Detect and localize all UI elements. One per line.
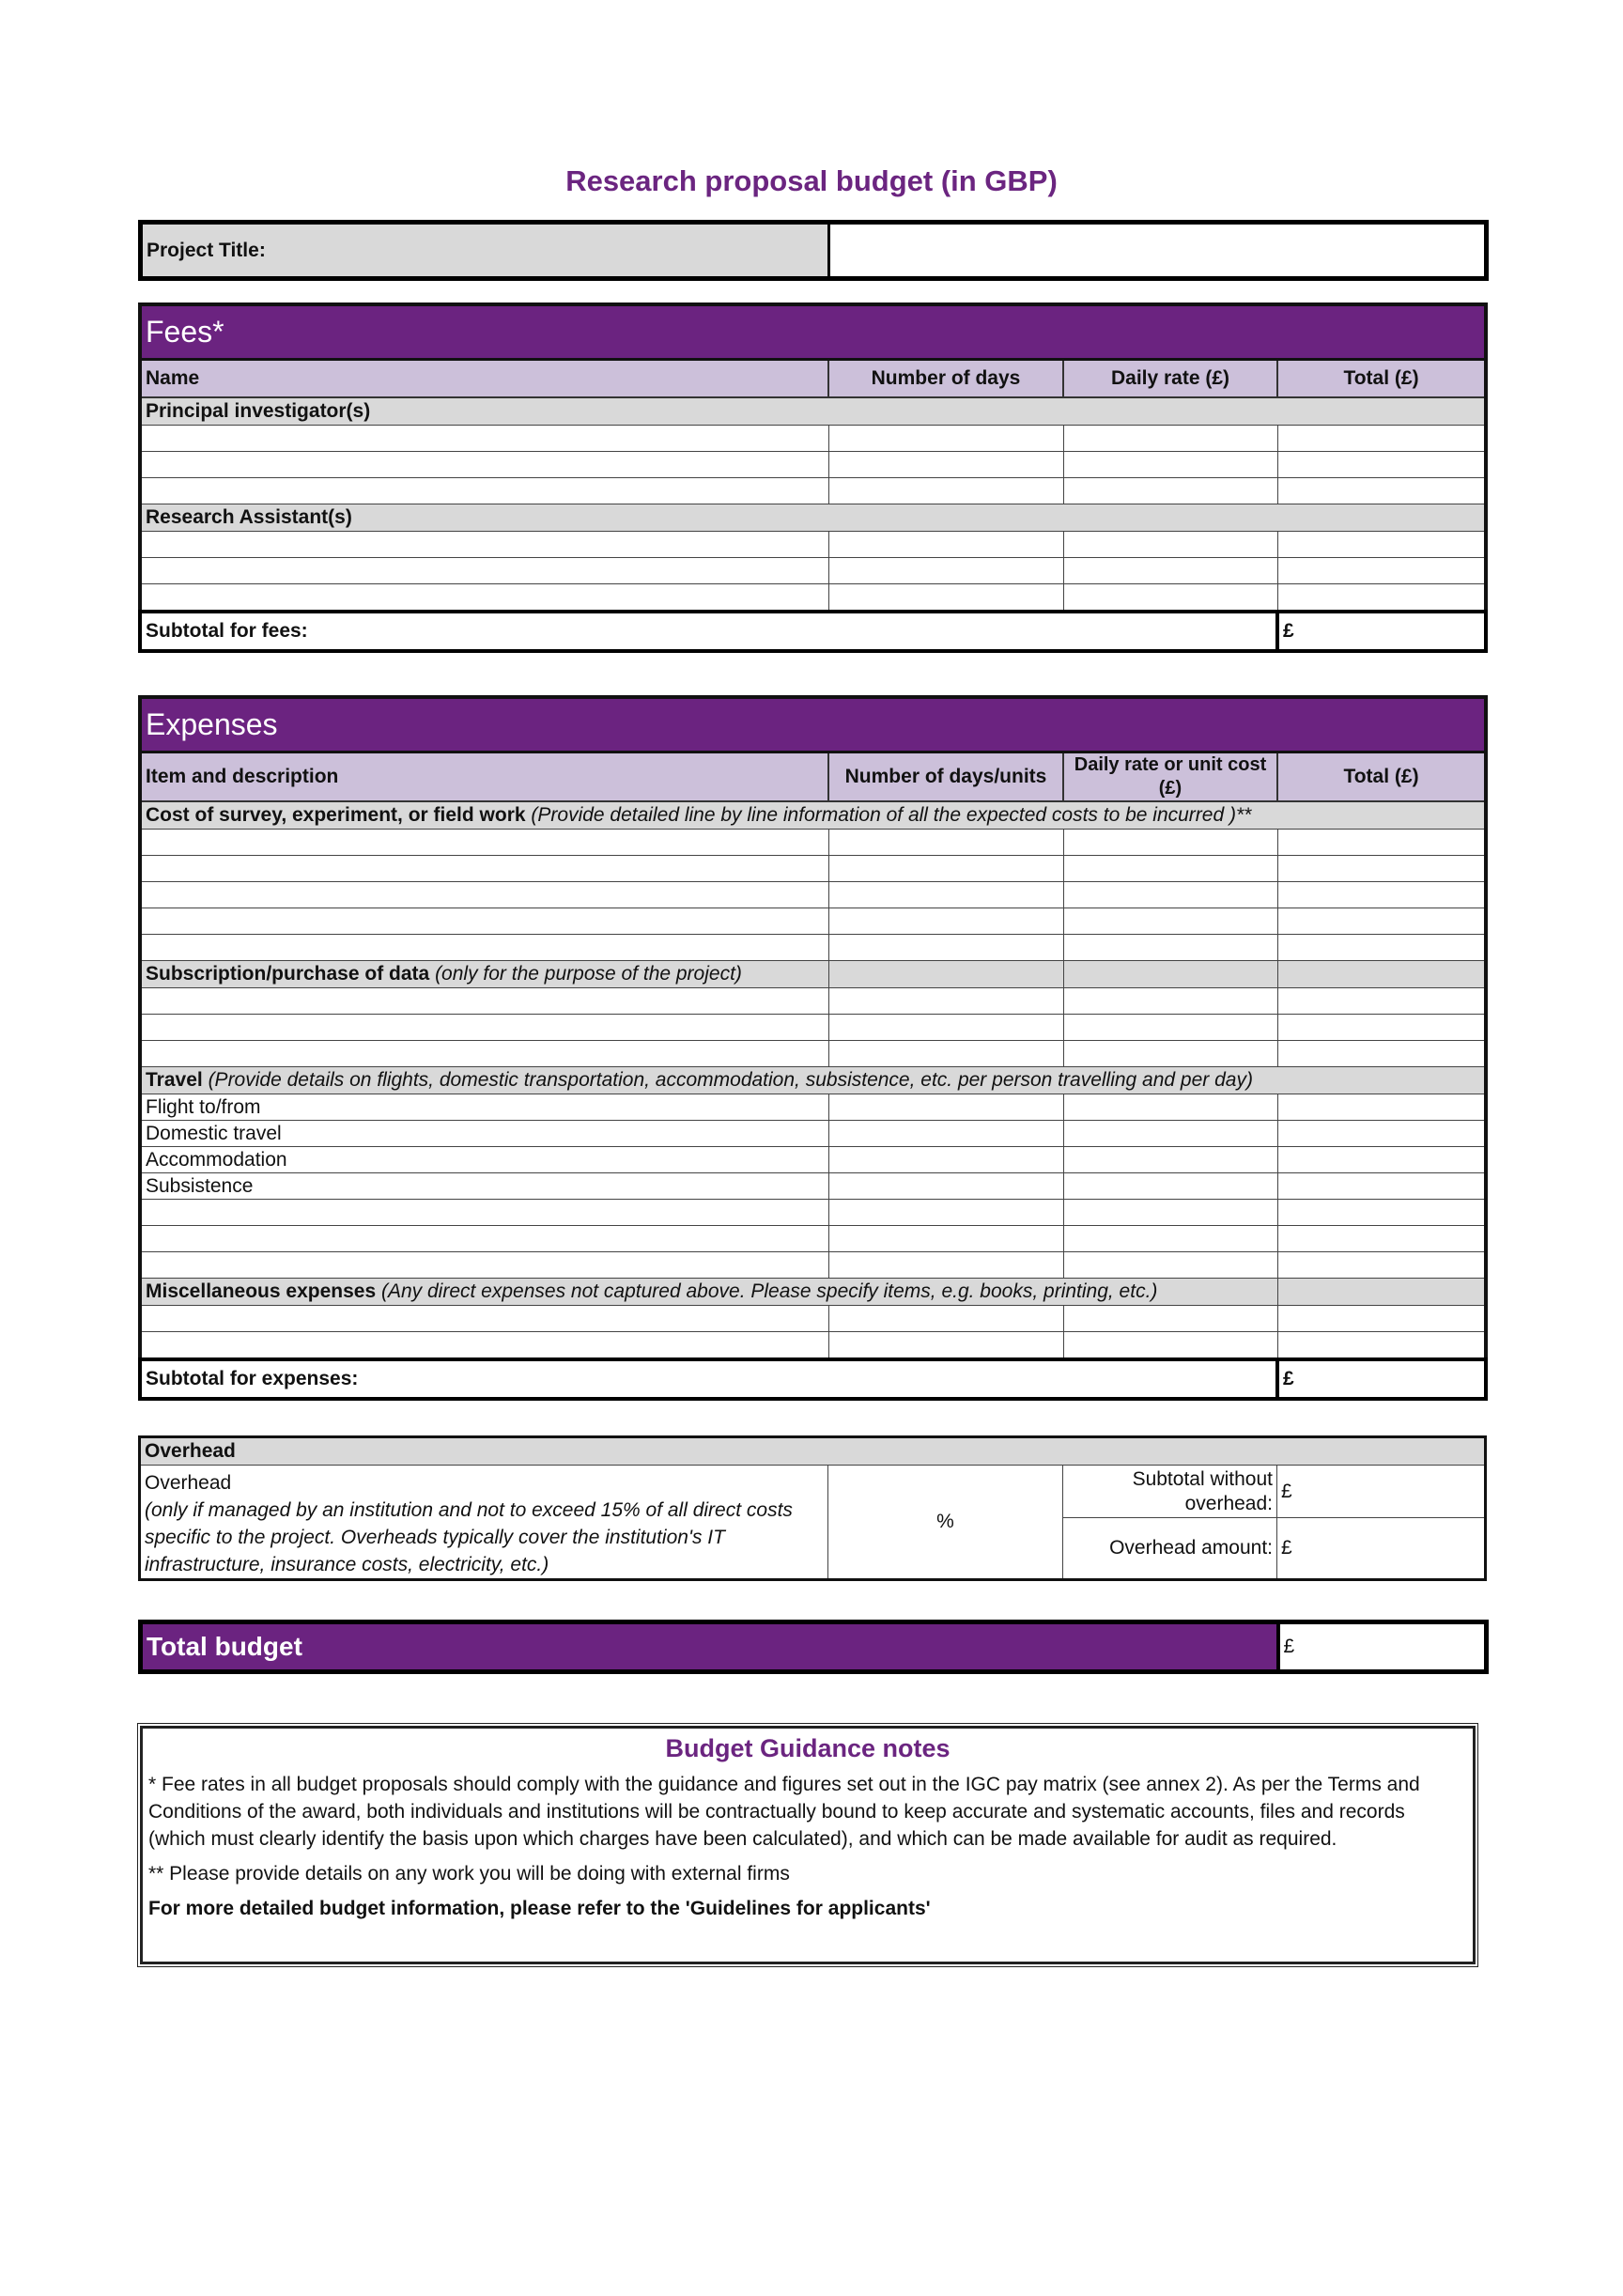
category-note: (only for the purpose of the project)	[435, 963, 742, 985]
total-cell[interactable]	[1277, 830, 1486, 856]
ra-days-cell[interactable]	[828, 532, 1063, 558]
rate-cell[interactable]	[1063, 1015, 1277, 1041]
units-cell[interactable]	[828, 1121, 1063, 1147]
table-row	[140, 558, 1486, 584]
project-title-label: Project Title:	[141, 223, 829, 279]
travel-item-domestic[interactable]: Domestic travel	[140, 1121, 828, 1147]
subtotal-without-overhead-label: Subtotal without overhead:	[1063, 1466, 1277, 1518]
ra-name-cell[interactable]	[140, 584, 828, 613]
table-row	[140, 856, 1486, 882]
table-row	[140, 935, 1486, 961]
overhead-heading: Overhead	[140, 1437, 1486, 1466]
pi-name-cell[interactable]	[140, 426, 828, 452]
table-row	[140, 1094, 1486, 1121]
units-cell[interactable]	[828, 1094, 1063, 1121]
rate-cell[interactable]	[1063, 830, 1277, 856]
units-cell[interactable]	[828, 1252, 1063, 1279]
pi-rate-cell[interactable]	[1063, 452, 1277, 478]
table-row	[140, 426, 1486, 452]
table-row	[140, 1173, 1486, 1200]
guidance-notes-box	[137, 1723, 1478, 1967]
col-daily-rate: Daily rate (£)	[1063, 360, 1277, 398]
total-cell[interactable]	[1277, 935, 1486, 961]
table-row	[140, 478, 1486, 504]
category-data-purchase	[140, 961, 828, 988]
fees-subtotal-value[interactable]: £	[1277, 612, 1486, 651]
units-cell[interactable]	[828, 1173, 1063, 1200]
overhead-description	[140, 1466, 828, 1580]
item-cell[interactable]	[140, 1200, 828, 1226]
pi-name-cell[interactable]	[140, 452, 828, 478]
rate-cell[interactable]	[1063, 988, 1277, 1015]
col-item-description: Item and description	[140, 752, 828, 802]
pi-rate-cell[interactable]	[1063, 426, 1277, 452]
units-cell[interactable]	[828, 1332, 1063, 1360]
rate-cell[interactable]	[1063, 1306, 1277, 1332]
table-row	[140, 452, 1486, 478]
pi-total-cell[interactable]	[1277, 478, 1486, 504]
total-cell[interactable]	[1277, 1173, 1486, 1200]
table-row	[140, 1252, 1486, 1279]
units-cell[interactable]	[828, 882, 1063, 908]
total-cell[interactable]	[1277, 1015, 1486, 1041]
subtotal-without-overhead-value[interactable]: £	[1277, 1466, 1486, 1518]
rate-cell[interactable]	[1063, 856, 1277, 882]
ra-total-cell[interactable]	[1277, 558, 1486, 584]
item-cell[interactable]	[140, 935, 828, 961]
pi-days-cell[interactable]	[828, 426, 1063, 452]
category-label: Subscription/purchase of data	[146, 963, 430, 985]
table-row	[140, 1226, 1486, 1252]
table-row	[140, 1147, 1486, 1173]
table-row	[140, 1306, 1486, 1332]
rate-cell[interactable]	[1063, 1041, 1277, 1067]
col-days-units: Number of days/units	[828, 752, 1063, 802]
category-miscellaneous	[140, 1279, 1277, 1306]
total-cell[interactable]	[1277, 1306, 1486, 1332]
item-cell[interactable]	[140, 1226, 828, 1252]
total-cell[interactable]	[1277, 988, 1486, 1015]
col-name: Name	[140, 360, 828, 398]
total-budget-value[interactable]: £	[1278, 1622, 1487, 1672]
guidance-title: Budget Guidance notes	[665, 1734, 951, 1762]
ra-rate-cell[interactable]	[1063, 558, 1277, 584]
rate-cell[interactable]	[1063, 908, 1277, 935]
item-cell[interactable]	[140, 1252, 828, 1279]
pi-days-cell[interactable]	[828, 478, 1063, 504]
guidance-note-fee-rates: * Fee rates in all budget proposals should comply with the guidance and figures set out in the IGC pay matrix (see annex 2). As per the Terms and Conditions of the award, both individuals and institutions will be contractually bound to keep accurate and systematic accounts, files and records (which must clearly identify the basis upon which charges have been calculated), and which can be made available for audit as required.	[148, 1774, 1420, 1850]
total-budget-table	[138, 1620, 1489, 1674]
units-cell[interactable]	[828, 1200, 1063, 1226]
fees-subtotal-label: Subtotal for fees:	[140, 612, 1277, 651]
total-cell[interactable]	[1277, 1226, 1486, 1252]
table-row	[140, 830, 1486, 856]
units-cell[interactable]	[828, 856, 1063, 882]
total-cell[interactable]	[1277, 882, 1486, 908]
col-unit-cost: Daily rate or unit cost (£)	[1063, 752, 1277, 802]
units-cell[interactable]	[828, 988, 1063, 1015]
ra-rate-cell[interactable]	[1063, 584, 1277, 613]
project-title-table	[138, 220, 1489, 281]
total-cell[interactable]	[1277, 1200, 1486, 1226]
overhead-amount-label: Overhead amount:	[1063, 1518, 1277, 1580]
category-filler	[828, 961, 1063, 988]
table-row	[140, 1041, 1486, 1067]
ra-name-cell[interactable]	[140, 558, 828, 584]
total-cell[interactable]	[1277, 1147, 1486, 1173]
units-cell[interactable]	[828, 935, 1063, 961]
category-label: Travel	[146, 1069, 203, 1091]
pi-total-cell[interactable]	[1277, 452, 1486, 478]
rate-cell[interactable]	[1063, 1173, 1277, 1200]
fees-heading: Fees*	[140, 304, 1486, 360]
col-number-of-days: Number of days	[828, 360, 1063, 398]
total-budget-label: Total budget	[141, 1622, 1278, 1672]
overhead-note: (only if managed by an institution and not to exceed 15% of all direct costs specific to the project. Overheads typically cover the institution's IT infrastructure, insurance costs, electricity, etc.)	[145, 1499, 793, 1575]
overhead-label: Overhead	[145, 1472, 232, 1494]
units-cell[interactable]	[828, 908, 1063, 935]
units-cell[interactable]	[828, 1147, 1063, 1173]
category-research-assistants: Research Assistant(s)	[140, 504, 1486, 532]
expenses-heading: Expenses	[140, 697, 1486, 752]
project-title-field[interactable]	[829, 223, 1487, 279]
ra-rate-cell[interactable]	[1063, 532, 1277, 558]
pi-total-cell[interactable]	[1277, 426, 1486, 452]
rate-cell[interactable]	[1063, 1147, 1277, 1173]
rate-cell[interactable]	[1063, 935, 1277, 961]
units-cell[interactable]	[828, 1306, 1063, 1332]
expenses-subtotal-label: Subtotal for expenses:	[140, 1359, 1277, 1399]
table-row	[140, 882, 1486, 908]
table-row	[140, 1332, 1486, 1360]
category-note: (Provide details on flights, domestic transportation, accommodation, subsistence, etc. per person travelling and per day)	[208, 1069, 1253, 1091]
table-row	[140, 908, 1486, 935]
total-cell[interactable]	[1277, 1094, 1486, 1121]
category-travel	[140, 1067, 1486, 1094]
rate-cell[interactable]	[1063, 882, 1277, 908]
ra-total-cell[interactable]	[1277, 584, 1486, 613]
item-cell[interactable]	[140, 830, 828, 856]
item-cell[interactable]	[140, 908, 828, 935]
overhead-amount-value[interactable]: £	[1277, 1518, 1486, 1580]
guidance-note-external-firms: ** Please provide details on any work you will be doing with external firms	[148, 1863, 790, 1885]
item-cell[interactable]	[140, 988, 828, 1015]
units-cell[interactable]	[828, 830, 1063, 856]
category-field-work	[140, 801, 1486, 830]
travel-item-accommodation[interactable]: Accommodation	[140, 1147, 828, 1173]
rate-cell[interactable]	[1063, 1332, 1277, 1360]
category-filler	[1063, 961, 1277, 988]
guidance-note-guidelines: For more detailed budget information, please refer to the 'Guidelines for applicants'	[148, 1898, 931, 1919]
table-row	[140, 584, 1486, 613]
ra-days-cell[interactable]	[828, 584, 1063, 613]
pi-days-cell[interactable]	[828, 452, 1063, 478]
rate-cell[interactable]	[1063, 1200, 1277, 1226]
item-cell[interactable]	[140, 882, 828, 908]
category-note: (Any direct expenses not captured above. Please specify items, e.g. books, printing, etc.)	[380, 1280, 1158, 1302]
units-cell[interactable]	[828, 1015, 1063, 1041]
pi-name-cell[interactable]	[140, 478, 828, 504]
item-cell[interactable]	[140, 1332, 828, 1360]
table-row	[140, 532, 1486, 558]
total-cell[interactable]	[1277, 856, 1486, 882]
expenses-subtotal-value[interactable]: £	[1277, 1359, 1486, 1399]
category-filler	[1277, 1279, 1486, 1306]
item-cell[interactable]	[140, 1015, 828, 1041]
expenses-table	[138, 695, 1488, 1401]
ra-total-cell[interactable]	[1277, 532, 1486, 558]
col-total: Total (£)	[1277, 360, 1486, 398]
page-title: Research proposal budget (in GBP)	[565, 164, 1058, 197]
table-row	[140, 988, 1486, 1015]
table-row	[140, 1200, 1486, 1226]
table-row	[140, 1121, 1486, 1147]
rate-cell[interactable]	[1063, 1094, 1277, 1121]
rate-cell[interactable]	[1063, 1252, 1277, 1279]
category-note: (Provide detailed line by line information of all the expected costs to be incurred )**	[531, 804, 1252, 826]
overhead-percent-field[interactable]: %	[828, 1466, 1063, 1580]
category-label: Cost of survey, experiment, or field work	[146, 804, 526, 826]
travel-item-flight[interactable]: Flight to/from	[140, 1094, 828, 1121]
travel-item-subsistence[interactable]: Subsistence	[140, 1173, 828, 1200]
total-cell[interactable]	[1277, 1121, 1486, 1147]
item-cell[interactable]	[140, 1306, 828, 1332]
total-cell[interactable]	[1277, 1041, 1486, 1067]
overhead-table	[138, 1435, 1487, 1581]
rate-cell[interactable]	[1063, 1226, 1277, 1252]
category-label: Miscellaneous expenses	[146, 1280, 377, 1302]
ra-days-cell[interactable]	[828, 558, 1063, 584]
units-cell[interactable]	[828, 1226, 1063, 1252]
ra-name-cell[interactable]	[140, 532, 828, 558]
total-cell[interactable]	[1277, 908, 1486, 935]
col-total: Total (£)	[1277, 752, 1486, 802]
category-filler	[1277, 961, 1486, 988]
units-cell[interactable]	[828, 1041, 1063, 1067]
total-cell[interactable]	[1277, 1332, 1486, 1360]
category-principal-investigators: Principal investigator(s)	[140, 397, 1486, 426]
rate-cell[interactable]	[1063, 1121, 1277, 1147]
item-cell[interactable]	[140, 856, 828, 882]
total-cell[interactable]	[1277, 1252, 1486, 1279]
table-row	[140, 1015, 1486, 1041]
pi-rate-cell[interactable]	[1063, 478, 1277, 504]
item-cell[interactable]	[140, 1041, 828, 1067]
fees-table	[138, 303, 1488, 653]
